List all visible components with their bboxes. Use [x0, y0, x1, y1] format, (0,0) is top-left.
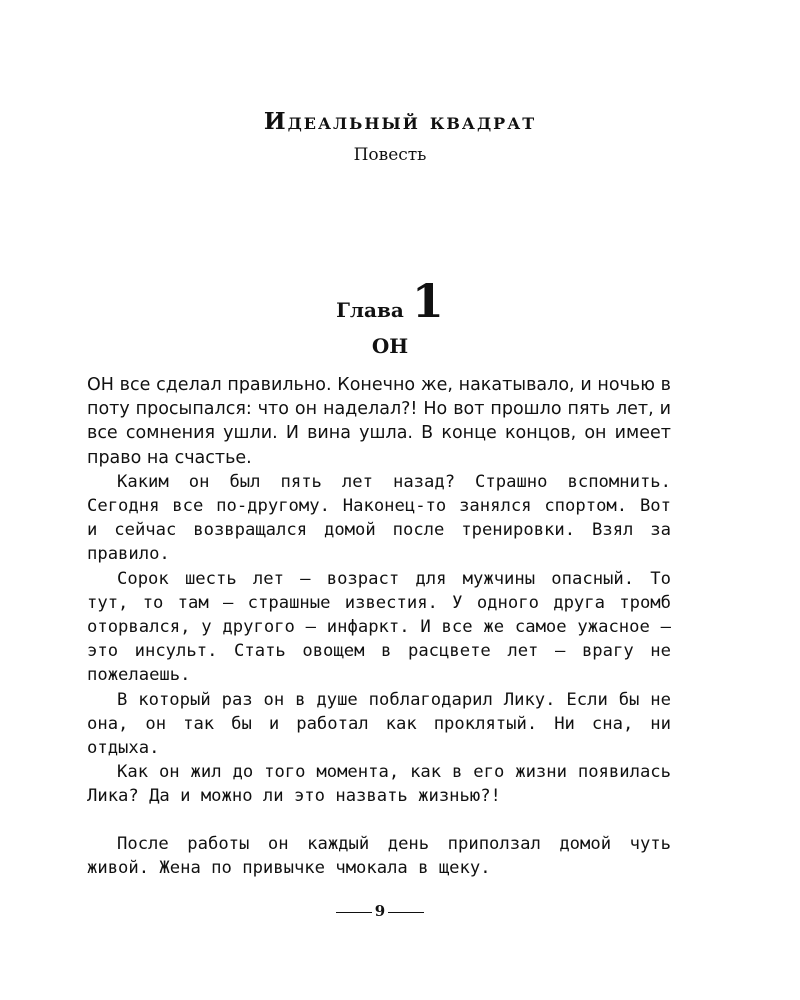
story-title: Идеальный квадрат [263, 108, 537, 135]
chapter-title: ОН [371, 334, 409, 358]
paragraph: В который раз он в душе поблагодарил Лику. Если бы не она, он так бы и работал как проклятый. Ни сна, ни отдыха. [87, 689, 671, 759]
page-number-left-rule [336, 912, 372, 913]
chapter-body-continued [87, 832, 671, 880]
paragraph: ОН все сделал правильно. Конечно же, накатывало, и ночью в поту просыпался: что он наделал?! Но вот прошло пять лет, и все сомнения ушли. И вина ушла. В конце концов, он имеет право на счастье. [87, 375, 671, 468]
chapter-heading [0, 274, 780, 328]
paragraph: Каким он был пять лет назад? Страшно вспомнить. Сегодня все по-другому. Наконец-то занялся спортом. Вот и сейчас возвращался домой после тренировки. Взял за правило. [87, 471, 671, 565]
page-number-right-rule [388, 912, 424, 913]
page-number [0, 902, 760, 920]
paragraph: Сорок шесть лет — возраст для мужчины опасный. То тут, то там — страшные известия. У одного друга тромб оторвался, у другого — инфаркт. И все же самое ужасное — это инсульт. Стать овощем в расцвете лет — врагу не пожелаешь. [87, 568, 671, 686]
story-subtitle: Повесть [353, 145, 427, 165]
paragraph: После работы он каждый день приползал домой чуть живой. Жена по привычке чмокала в щеку. [87, 834, 671, 879]
chapter-number: 1 [411, 274, 444, 328]
chapter-body [87, 373, 671, 809]
page-number-value: 9 [374, 902, 386, 920]
paragraph: Как он жил до того момента, как в его жизни появилась Лика? Да и можно ли это назвать жизнью?! [87, 762, 671, 807]
chapter-label: Глава [336, 298, 404, 322]
